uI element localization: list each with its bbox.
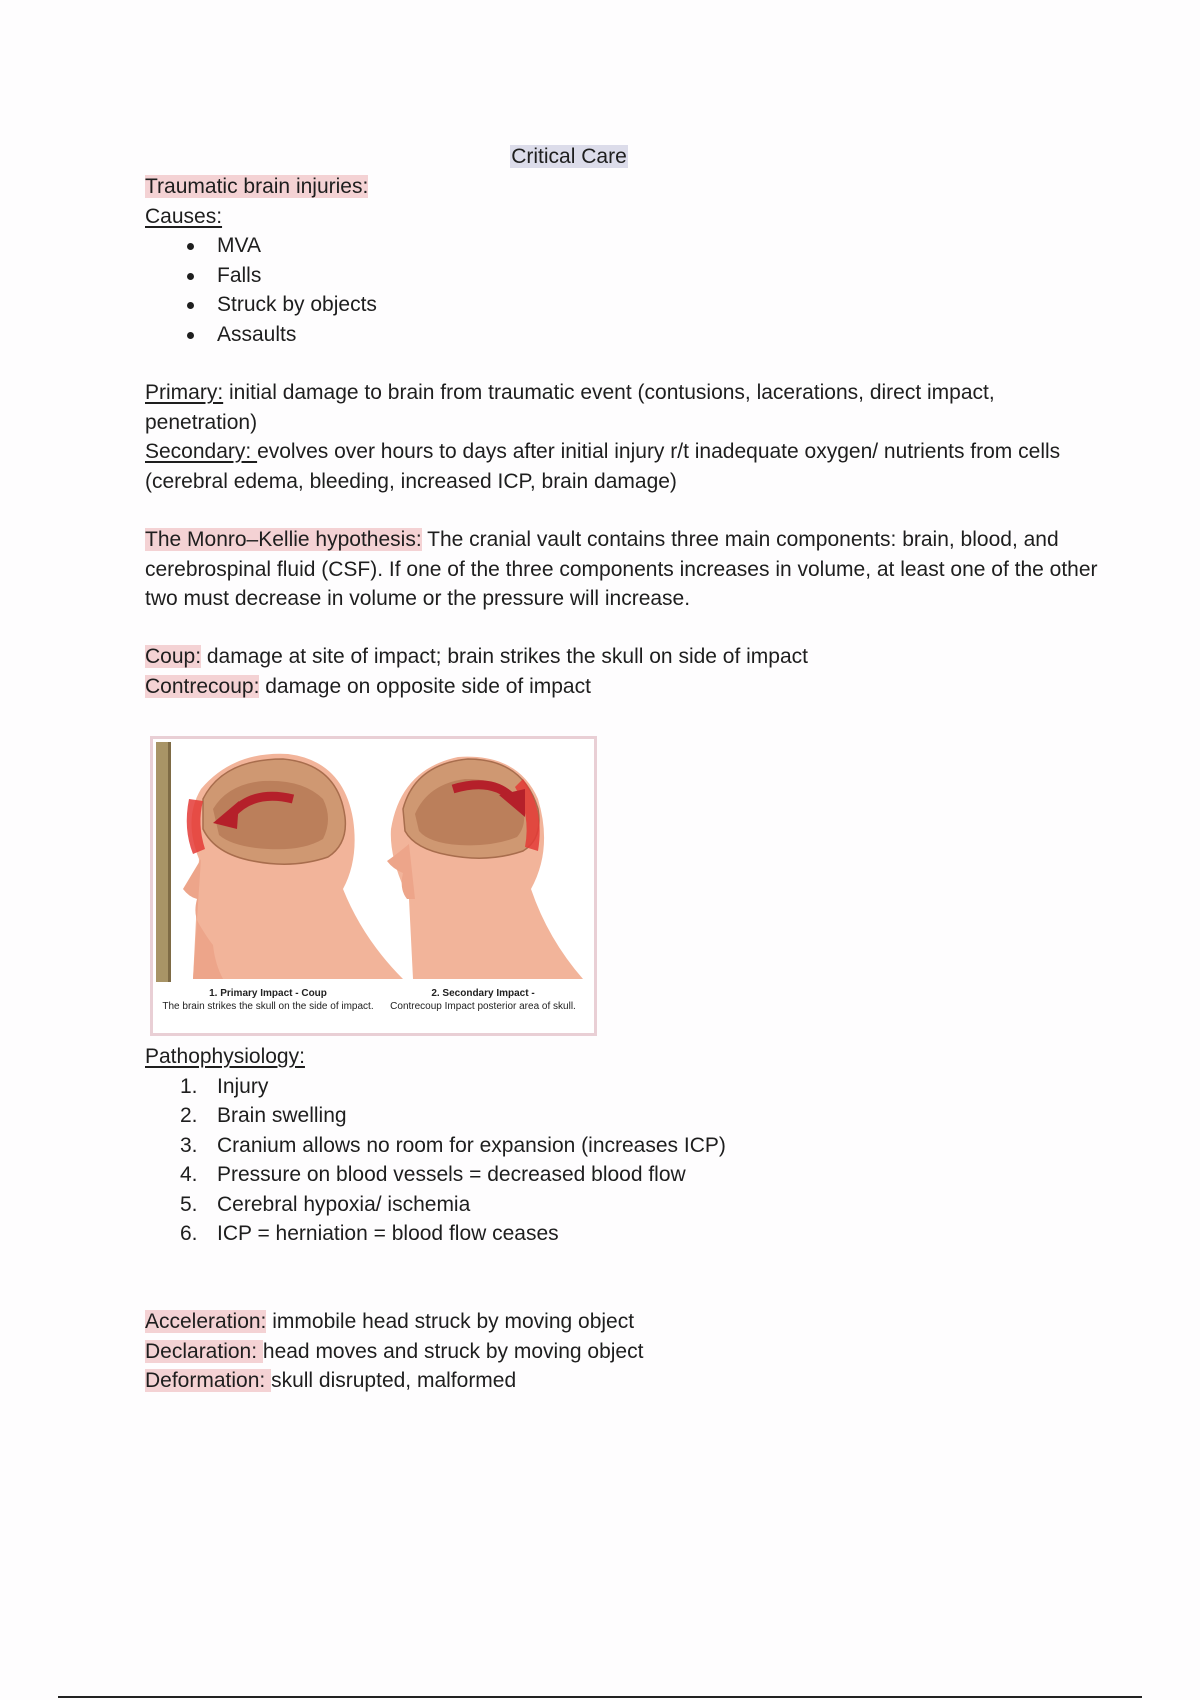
list-item: MVA [145,231,1105,261]
figure-caption-coup: 1. Primary Impact - Coup The brain strikes the skull on the side of impact. [162,988,374,1012]
causes-heading: Causes: [145,204,223,228]
deformation-term: Deformation: [145,1369,272,1392]
pathophysiology-section [145,1042,1105,1249]
coup-paragraph: Coup: damage at site of impact; brain strikes the skull on side of impact [145,645,808,668]
primary-paragraph: Primary: initial damage to brain from traumatic event (contusions, lacerations, direct impact, penetration) [145,381,995,434]
acceleration-term: Acceleration: [145,1310,267,1333]
figure-caption-contrecoup: 2. Secondary Impact - Contrecoup Impact posterior area of skull. [390,988,576,1012]
tbi-heading: Traumatic brain injuries: [145,175,369,198]
declaration-term: Declaration: [145,1339,263,1363]
list-item: 2. Brain swelling [180,1104,347,1127]
list-item: Struck by objects [145,290,1105,320]
declaration-paragraph: Declaration: head moves and struck by moving object [145,1339,644,1363]
coup-contrecoup-figure [150,736,597,1036]
list-item: 1. Injury [180,1074,269,1098]
list-item: 3. Cranium allows no room for expansion (increases ICP) [180,1133,726,1157]
contrecoup-paragraph: Contrecoup: damage on opposite side of impact [145,674,591,698]
mechanisms-section [145,1307,1105,1396]
title-text: Critical Care [511,145,627,168]
list-item: Falls [145,261,1105,291]
document-title [0,143,1138,171]
monro-kellie-section [145,525,1105,614]
monro-term: The Monro–Kellie hypothesis: [145,528,422,551]
pathophysiology-list [145,1072,1105,1249]
deformation-paragraph: Deformation: skull disrupted, malformed [145,1369,517,1392]
injury-types-section [145,378,1105,496]
coup-section [145,642,1105,701]
pathophysiology-heading: Pathophysiology: [145,1045,305,1068]
list-item: 4. Pressure on blood vessels = decreased blood flow [180,1163,686,1186]
primary-term: Primary: [145,381,224,404]
secondary-term: Secondary: [145,440,258,463]
list-item: Assaults [145,320,1105,350]
causes-section [145,172,1105,349]
coup-term: Coup: [145,645,202,668]
monro-paragraph: The Monro–Kellie hypothesis: The cranial vault contains three main components: brain, blood, and cerebrospinal fluid (CSF). If one of the three components increases in volume, at least one of the other two must decrease in volume or the pressure will increase. [145,528,1098,610]
page-bottom-rule [58,1696,1142,1698]
contrecoup-term: Contrecoup: [145,674,260,698]
causes-list [145,231,1105,349]
list-item: 5. Cerebral hypoxia/ ischemia [180,1192,471,1216]
secondary-paragraph: Secondary: evolves over hours to days after initial injury r/t inadequate oxygen/ nutrients from cells (cerebral edema, bleeding, increased ICP, brain damage) [145,440,1061,493]
acceleration-paragraph: Acceleration: immobile head struck by moving object [145,1310,635,1333]
list-item: 6. ICP = herniation = blood flow ceases [180,1222,559,1245]
